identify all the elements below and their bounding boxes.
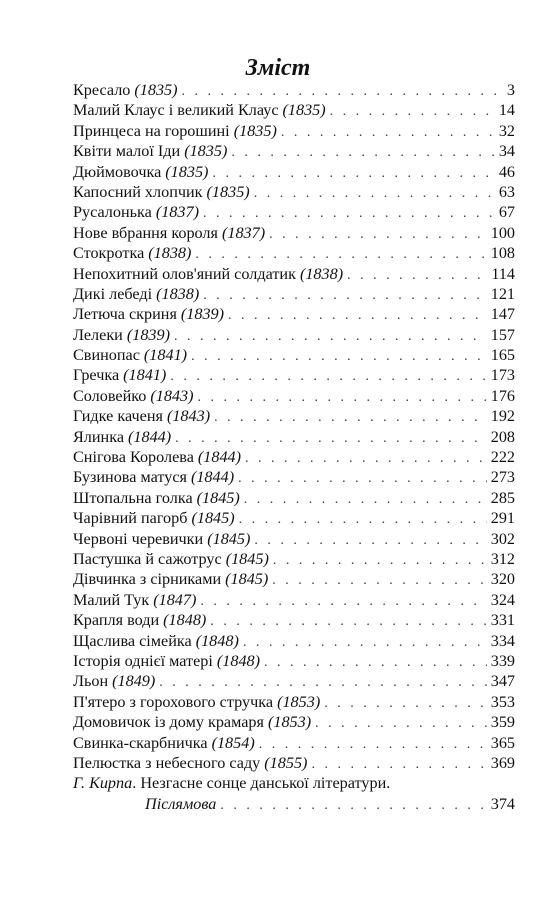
- toc-entry-title: [73, 549, 269, 569]
- story-year: (1848): [216, 651, 261, 670]
- page-number: 365: [490, 733, 515, 752]
- page-number: 63: [498, 182, 515, 201]
- story-year: (1849): [112, 672, 156, 691]
- dot-leader: [254, 531, 486, 551]
- toc-entry-title: [73, 162, 208, 182]
- story-year: (1845): [207, 529, 251, 548]
- dot-leader: [273, 551, 487, 571]
- page-number: 302: [490, 529, 515, 548]
- toc-entry[interactable]: [73, 365, 515, 385]
- toc-entry[interactable]: [73, 631, 515, 651]
- story-name: Квіти малої Іди: [73, 142, 181, 161]
- dot-leader: [315, 714, 487, 734]
- toc-entry-title: [73, 671, 155, 691]
- dot-leader: [174, 327, 487, 347]
- page-number: 114: [491, 264, 515, 283]
- story-year: (1848): [163, 611, 207, 630]
- dot-leader: [203, 204, 495, 224]
- page-number: 34: [498, 142, 515, 161]
- story-year: (1841): [123, 366, 167, 385]
- toc-entry-title: [73, 243, 191, 263]
- dot-leader: [170, 367, 486, 387]
- page-number: 222: [490, 448, 515, 467]
- toc-entry-title: [73, 651, 260, 671]
- story-name: Пелюстка з небесного саду: [73, 753, 261, 772]
- dot-leader: [228, 306, 487, 326]
- story-year: (1844): [190, 468, 235, 487]
- toc-entry-title: [73, 508, 235, 528]
- story-name: Непохитний олов'яний солдатик: [73, 264, 296, 283]
- toc-entry-title: [73, 610, 206, 630]
- page-number: 67: [498, 203, 515, 222]
- toc-entries: [73, 80, 515, 773]
- page-number: 339: [490, 651, 515, 670]
- story-name: Соловейко: [73, 386, 147, 405]
- page-number: 3: [506, 81, 515, 99]
- story-year: (1845): [225, 570, 269, 589]
- story-year: (1845): [225, 549, 269, 568]
- dot-leader: [175, 429, 487, 449]
- story-year: (1843): [150, 386, 194, 405]
- page-title: Зміст: [245, 55, 311, 81]
- toc-entry-title: [73, 733, 255, 753]
- toc-entry-title: [73, 284, 199, 304]
- toc-entry-title: [73, 427, 171, 447]
- afterword-entry[interactable]: [73, 794, 515, 814]
- toc-entry[interactable]: [73, 712, 515, 732]
- dot-leader: [203, 286, 486, 306]
- dot-leader: [324, 694, 487, 714]
- toc-entry[interactable]: [73, 386, 515, 406]
- toc-entry-title: [73, 692, 320, 712]
- toc-entry-title: [73, 447, 241, 467]
- toc-entry-title: [73, 141, 227, 161]
- toc-entry-title: [73, 182, 250, 202]
- page-number: 176: [490, 386, 515, 405]
- story-name: Щаслива сімейка: [73, 631, 192, 650]
- toc-entry[interactable]: [73, 467, 515, 487]
- afterword-label: Післямова: [145, 794, 217, 813]
- toc-entry[interactable]: [73, 284, 515, 304]
- story-name: Снігова Королева: [73, 448, 194, 467]
- dot-leader: [269, 225, 487, 245]
- story-name: Русалонька: [73, 203, 152, 222]
- toc-entry[interactable]: [73, 406, 515, 426]
- table-of-contents: [73, 80, 515, 814]
- dot-leader: [220, 796, 486, 816]
- toc-entry-title: [73, 325, 170, 345]
- story-name: Дикі лебеді: [73, 284, 153, 303]
- toc-entry[interactable]: [73, 590, 515, 610]
- page-number: 285: [490, 488, 515, 507]
- story-year: (1845): [196, 488, 240, 507]
- story-year: (1839): [126, 325, 170, 344]
- story-year: (1843): [166, 407, 211, 426]
- toc-entry-title: [73, 529, 250, 549]
- toc-entry[interactable]: [73, 264, 515, 284]
- story-year: (1844): [197, 448, 242, 467]
- dot-leader: [210, 612, 486, 632]
- afterword-heading: [73, 773, 515, 793]
- dot-leader: [347, 266, 487, 286]
- page-number: 108: [490, 244, 515, 263]
- dot-leader: [214, 408, 487, 428]
- story-name: Ялинка: [73, 427, 125, 446]
- toc-entry[interactable]: [73, 549, 515, 569]
- dot-leader: [243, 633, 487, 653]
- toc-entry-title: [73, 264, 343, 284]
- page-number: 147: [490, 305, 515, 324]
- dot-leader: [245, 449, 487, 469]
- page-number: 157: [490, 325, 515, 344]
- dot-leader: [238, 469, 487, 489]
- story-name: Капосний хлопчик: [73, 182, 203, 201]
- dot-leader: [272, 571, 486, 591]
- story-name: Лелеки: [73, 325, 123, 344]
- toc-entry-title: [73, 304, 224, 324]
- toc-entry-title: [73, 712, 311, 732]
- dot-leader: [200, 592, 486, 612]
- story-name: Червоні черевички: [73, 529, 204, 548]
- story-year: (1855): [264, 753, 308, 772]
- dot-leader: [244, 490, 487, 510]
- page-number: 121: [490, 284, 515, 303]
- toc-entry[interactable]: [73, 223, 515, 243]
- toc-entry[interactable]: [73, 692, 515, 712]
- story-name: Кресало: [73, 81, 131, 99]
- story-year: (1835): [165, 162, 209, 181]
- page-number: 32: [498, 121, 515, 140]
- story-name: Бузинова матуся: [73, 468, 187, 487]
- toc-entry[interactable]: [73, 80, 515, 100]
- toc-entry[interactable]: [73, 182, 515, 202]
- page-number: 100: [490, 223, 515, 242]
- story-year: (1835): [184, 142, 228, 161]
- story-year: (1837): [221, 223, 266, 242]
- toc-entry-title: [73, 488, 240, 508]
- toc-entry[interactable]: [73, 733, 515, 753]
- toc-entry[interactable]: [73, 304, 515, 324]
- toc-entry-title: [73, 467, 234, 487]
- page-number: 331: [490, 611, 515, 630]
- toc-entry[interactable]: [73, 508, 515, 528]
- story-name: Домовичок із дому крамаря: [73, 713, 264, 732]
- afterword-author: Г. Кирпа: [73, 774, 133, 793]
- story-name: Принцеса на горошині: [73, 121, 230, 140]
- dot-leader: [330, 102, 495, 122]
- page-number: 291: [490, 509, 515, 528]
- story-name: Нове вбрання короля: [73, 223, 218, 242]
- page-number: 334: [490, 631, 515, 650]
- toc-entry[interactable]: [73, 141, 515, 161]
- story-name: Гидке каченя: [73, 407, 163, 426]
- story-name: Гречка: [73, 366, 120, 385]
- story-year: (1838): [156, 284, 200, 303]
- story-name: Чарівний пагорб: [73, 509, 188, 528]
- page-number: 46: [498, 162, 515, 181]
- toc-entry-title: [73, 631, 239, 651]
- story-year: (1835): [282, 101, 326, 120]
- story-name: П'ятеро з горохового стручка: [73, 692, 274, 711]
- toc-entry-title: [73, 202, 199, 222]
- story-name: Свинка-скарбничка: [73, 733, 208, 752]
- toc-entry[interactable]: [73, 447, 515, 467]
- story-year: (1839): [180, 305, 225, 324]
- story-name: Летюча скриня: [73, 305, 177, 324]
- dot-leader: [212, 164, 494, 184]
- page-number: 324: [490, 590, 515, 609]
- toc-entry[interactable]: [73, 671, 515, 691]
- page-number: 369: [490, 753, 515, 772]
- story-year: (1841): [143, 346, 188, 365]
- page-number: 347: [490, 672, 515, 691]
- toc-entry[interactable]: [73, 753, 515, 773]
- page-number: 273: [490, 468, 515, 487]
- dot-leader: [182, 82, 503, 102]
- dot-leader: [254, 184, 495, 204]
- toc-entry[interactable]: [73, 488, 515, 508]
- page-number: 14: [498, 101, 515, 120]
- page-number: 312: [490, 549, 515, 568]
- story-year: (1835): [206, 182, 250, 201]
- afterword-page-number: 374: [490, 794, 515, 813]
- toc-entry[interactable]: [73, 325, 515, 345]
- toc-entry[interactable]: [73, 427, 515, 447]
- afterword-title: . Незгасне сонце данської літератури.: [132, 774, 391, 793]
- toc-entry-title: [73, 365, 166, 385]
- story-year: (1837): [155, 203, 199, 222]
- story-name: Малий Тук: [73, 590, 150, 609]
- toc-entry-title: [73, 590, 196, 610]
- dot-leader: [264, 653, 487, 673]
- toc-entry[interactable]: [73, 610, 515, 630]
- story-year: (1854): [211, 733, 255, 752]
- story-name: Крапля води: [73, 611, 160, 630]
- story-name: Стокротка: [73, 244, 145, 263]
- story-name: Історія однієї матері: [73, 651, 213, 670]
- story-year: (1845): [191, 509, 235, 528]
- page-number: 208: [490, 427, 515, 446]
- story-year: (1848): [195, 631, 239, 650]
- toc-entry-title: [73, 345, 187, 365]
- toc-entry-title: [73, 406, 210, 426]
- dot-leader: [195, 245, 486, 265]
- story-year: (1853): [277, 692, 321, 711]
- dot-leader: [231, 143, 494, 163]
- toc-entry[interactable]: [73, 569, 515, 589]
- toc-entry[interactable]: [73, 121, 515, 141]
- story-name: Дюймовочка: [73, 162, 162, 181]
- story-name: Свинопас: [73, 346, 140, 365]
- story-name: Дівчинка з сірниками: [73, 570, 222, 589]
- dot-leader: [311, 755, 486, 775]
- story-year: (1835): [134, 81, 178, 99]
- page-number: 165: [490, 346, 515, 365]
- page-number: 353: [490, 692, 515, 711]
- dot-leader: [198, 388, 487, 408]
- story-name: Пастушка й сажотрус: [73, 549, 222, 568]
- toc-entry[interactable]: [73, 162, 515, 182]
- dot-leader: [239, 510, 487, 530]
- toc-entry[interactable]: [73, 202, 515, 222]
- story-year: (1847): [153, 590, 197, 609]
- toc-entry-title: [73, 753, 307, 773]
- toc-entry[interactable]: [73, 529, 515, 549]
- dot-leader: [191, 347, 487, 367]
- toc-entry-title: [73, 223, 265, 243]
- toc-entry-title: [73, 569, 268, 589]
- toc-entry-title: [73, 80, 178, 100]
- toc-entry[interactable]: [73, 345, 515, 365]
- toc-entry-title: [73, 386, 194, 406]
- page-number: 320: [490, 570, 515, 589]
- page-number: 192: [490, 407, 515, 426]
- story-name: Малий Клаус і великий Клаус: [73, 101, 279, 120]
- toc-entry[interactable]: [73, 100, 515, 120]
- story-year: (1853): [267, 713, 312, 732]
- story-year: (1838): [148, 244, 192, 263]
- dot-leader: [259, 735, 487, 755]
- page-number: 359: [490, 713, 515, 732]
- dot-leader: [281, 123, 495, 143]
- toc-entry[interactable]: [73, 243, 515, 263]
- page-number: 173: [490, 366, 515, 385]
- toc-entry-title: [73, 100, 326, 120]
- story-year: (1835): [233, 121, 277, 140]
- toc-entry-title: [73, 121, 277, 141]
- story-name: Штопальна голка: [73, 488, 193, 507]
- toc-entry[interactable]: [73, 651, 515, 671]
- story-name: Льон: [73, 672, 109, 691]
- story-year: (1838): [299, 264, 344, 283]
- dot-leader: [159, 673, 486, 693]
- story-year: (1844): [128, 427, 172, 446]
